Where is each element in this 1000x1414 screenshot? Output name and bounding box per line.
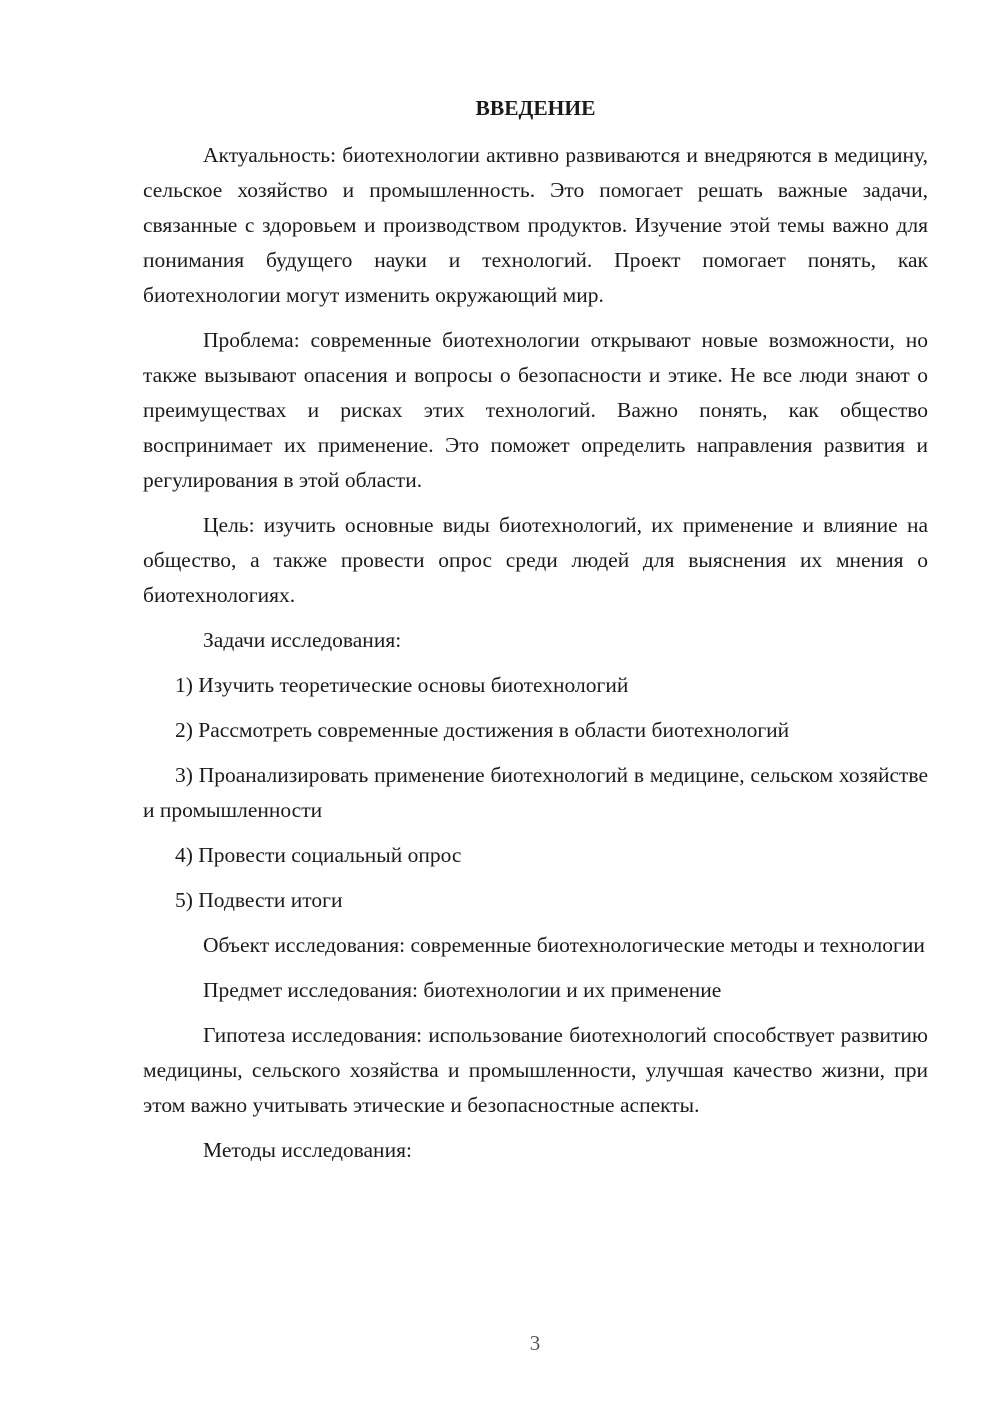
section-title: ВВЕДЕНИЕ (475, 96, 596, 120)
goal-paragraph: Цель: изучить основные виды биотехнологий, их применение и влияние на общество, а также провести опрос среди людей для выяснения их мнения о биотехнологиях. (143, 513, 928, 607)
problem-paragraph: Проблема: современные биотехнологии открывают новые возможности, но также вызывают опасения и вопросы о безопасности и этике. Не все люди знают о преимуществах и рисках этих технологий. Важно понять, как общество воспринимает их применение. Это поможет определить направления развития и регулирования в этой области. (143, 328, 928, 492)
task-item: 1) Изучить теоретические основы биотехнологий (175, 673, 629, 697)
page-number: 3 (529, 1331, 541, 1355)
task-item: 3) Проанализировать применение биотехнологий в медицине, сельском хозяйстве и промышленности (143, 763, 928, 822)
task-item: 5) Подвести итоги (175, 888, 343, 912)
subject-paragraph: Предмет исследования: биотехнологии и их применение (203, 978, 722, 1002)
hypothesis-paragraph: Гипотеза исследования: использование биотехнологий способствует развитию медицины, сельского хозяйства и промышленности, улучшая качество жизни, при этом важно учитывать этические и безопасностные аспекты. (143, 1023, 928, 1117)
document-body (143, 88, 928, 1178)
tasks-heading: Задачи исследования: (203, 628, 402, 652)
object-paragraph: Объект исследования: современные биотехнологические методы и технологии (203, 933, 925, 957)
relevance-paragraph: Актуальность: биотехнологии активно развиваются и внедряются в медицину, сельское хозяйство и промышленность. Это помогает решать важные задачи, связанные с здоровьем и производством продуктов. Изучение этой темы важно для понимания будущего науки и технологий. Проект помогает понять, как биотехнологии могут изменить окружающий мир. (143, 143, 928, 307)
task-item: 4) Провести социальный опрос (175, 843, 462, 867)
tasks-list (143, 668, 928, 918)
methods-heading: Методы исследования: (203, 1138, 412, 1162)
task-item: 2) Рассмотреть современные достижения в области биотехнологий (175, 718, 790, 742)
